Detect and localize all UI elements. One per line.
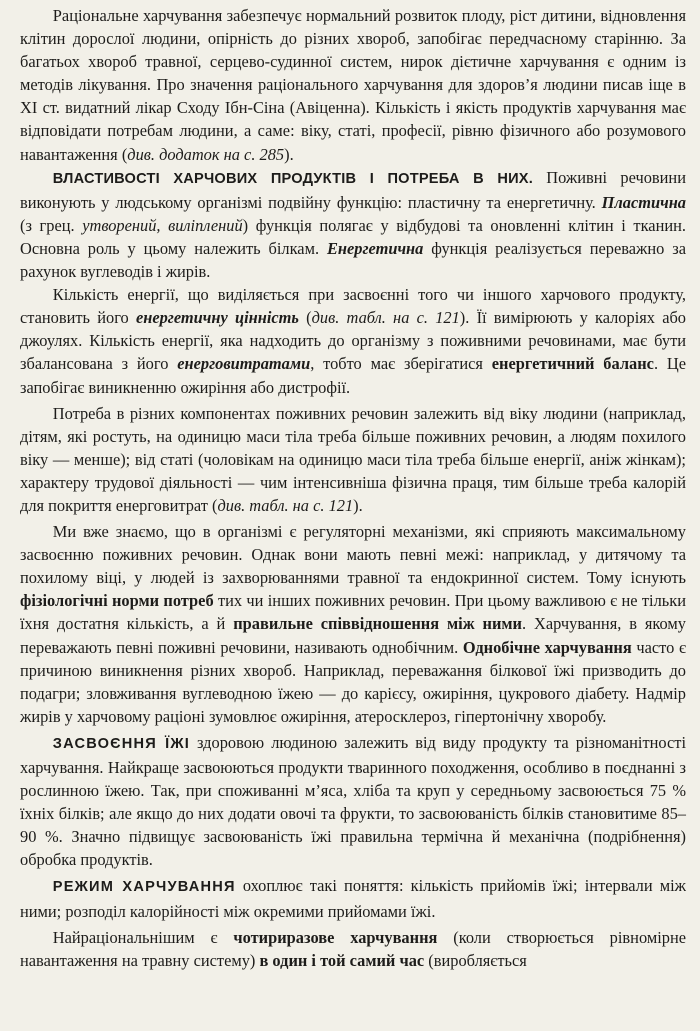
section-heading-food-properties: ВЛАСТИВОСТІ ХАРЧОВИХ ПРОДУКТІВ І ПОТРЕБА В НИХ. (52, 170, 533, 187)
term-energy-expenditure: енерговитратами (177, 354, 311, 374)
term-energetic: Енергетична (326, 238, 424, 258)
term-same-time: в один і той самий час (259, 950, 425, 970)
paragraph-regulation: Ми вже знаємо, що в організмі є регуляторні механізми, які сприяють максимальному засвоєнню поживних речовин. Однак вони мають певні межі: наприклад, у дитячому та похилому віці, у людей із захворюваннями травної та ендокринної систем. Тому існують фізіологічні норми потреб тих чи інших поживних речовин. При цьому важливою є не тільки їхня достатня кількість, а й правильне співвідношення між ними. Харчування, в якому переважають певні поживні речовини, називають однобічним. Однобічне харчування часто є причиною виникнення різних хвороб. Наприклад, переважання білкової їжі призводить до подагри; зловживання вуглеводною їжею — до карієсу, ожиріння, цукрового діабету. Надмір жирів у харчовому раціоні зумовлює ожиріння, атеросклероз, гіпертонічну хворобу. (20, 522, 686, 726)
term-one-sided-nutrition: Однобічне харчування (462, 637, 632, 657)
greek-gloss: утворений, виліплений (82, 215, 243, 235)
term-energy-balance: енергетичний баланс (491, 354, 654, 374)
term-correct-ratio: правильне співвідношення між ними (233, 614, 523, 634)
section-heading-diet-regime: РЕЖИМ ХАРЧУВАННЯ (52, 879, 236, 896)
paragraph-rational-nutrition: Раціональне харчування забезпечує нормальний розвиток плоду, ріст дитини, відновлення клітин дорослої людини, опірність до різних хвороб, запобігає передчасному старінню. За багатьох хвороб травної, серцево-судинної систем, нирок дієтичне харчування є одним із методів лікування. Про значення раціонального харчування для здоров’я людини писав іще в XI ст. видатний лікар Сходу Ібн-Сіна (Авіценна). Кількість і якість продуктів харчування має відповідати потребам людини, а саме: віку, статі, професії, рівню фізичного або розумового навантаження (див. додаток на с. 285). (20, 6, 686, 164)
paragraph-needs: Потреба в різних компонентах поживних речовин залежить від віку людини (наприклад, дітям, які ростуть, на одиницю маси тіла треба більше поживних речовин, а людям похилого віку — менше); від статі (чоловікам на одиницю маси тіла треба більше енергії, аніж жінкам); характеру трудової діяльності — чим інтенсивніша фізична праця, тим більше треба калорій для покриття енерговитрат (див. табл. на с. 121). (20, 403, 686, 515)
paragraph-food-properties: ВЛАСТИВОСТІ ХАРЧОВИХ ПРОДУКТІВ І ПОТРЕБА В НИХ. Поживні речовини виконують у людському організмі подвійну функцію: пластичну та енергетичну. Пластична (з грец. утворений, виліплений) функція полягає у відбудові та оновленні клітин і тканин. Основна роль у цьому належить білкам. Енергетична функція реалізується переважно за рахунок вуглеводів і жирів. (20, 167, 686, 282)
reference-appendix: див. додаток на с. 285 (127, 144, 285, 164)
section-heading-digestion: ЗАСВОЄННЯ ЇЖІ (52, 735, 190, 752)
paragraph-four-meals: Найраціональнішим є чотириразове харчування (коли створюється рівномірне навантаження на травну систему) в один і той самий час (виробляється (20, 927, 686, 970)
term-four-meals: чотириразове харчування (233, 927, 438, 947)
reference-table-2: див. табл. на с. 121 (217, 495, 354, 515)
paragraph-energy-value: Кількість енергії, що виділяється при засвоєнні того чи іншого харчового продукту, становить його енергетичну цінність (див. табл. на с. 121). Її вимірюють у калоріях або джоулях. Кількість енергії, яка надходить до організму з поживними речовинами, має бути збалансована з його енерговитратами, тобто має зберігатися енергетичний баланс. Це запобігає виникненню ожиріння або дистрофії. (20, 285, 687, 397)
term-physiological-norms: фізіологічні норми потреб (20, 591, 214, 611)
term-plastic: Пластична (601, 192, 686, 212)
paragraph-digestion: ЗАСВОЄННЯ ЇЖІ здоровою людиною залежить від виду продукту та різноманітності харчування. Найкраще засвоюються продукти тваринного походження, особливо в поєднанні з рослинною їжею. Так, при споживанні м’яса, хліба та круп у середньому засвоюється 75 % їхніх білків; але якщо до них додати овочі та фрукти, то засвоюваність білків становитиме 85–90 %. Значно підвищує засвоюваність їжі правильна термічна й механічна (подрібнення) обробка продуктів. (20, 732, 686, 870)
term-energy-value: енергетичну цінність (135, 308, 299, 328)
reference-table: див. табл. на с. 121 (311, 308, 460, 328)
paragraph-diet-regime: РЕЖИМ ХАРЧУВАННЯ охоплює такі поняття: кількість прийомів їжі; інтервали між ними; розподіл калорійності між окремими прийомами їжі. (20, 876, 686, 921)
